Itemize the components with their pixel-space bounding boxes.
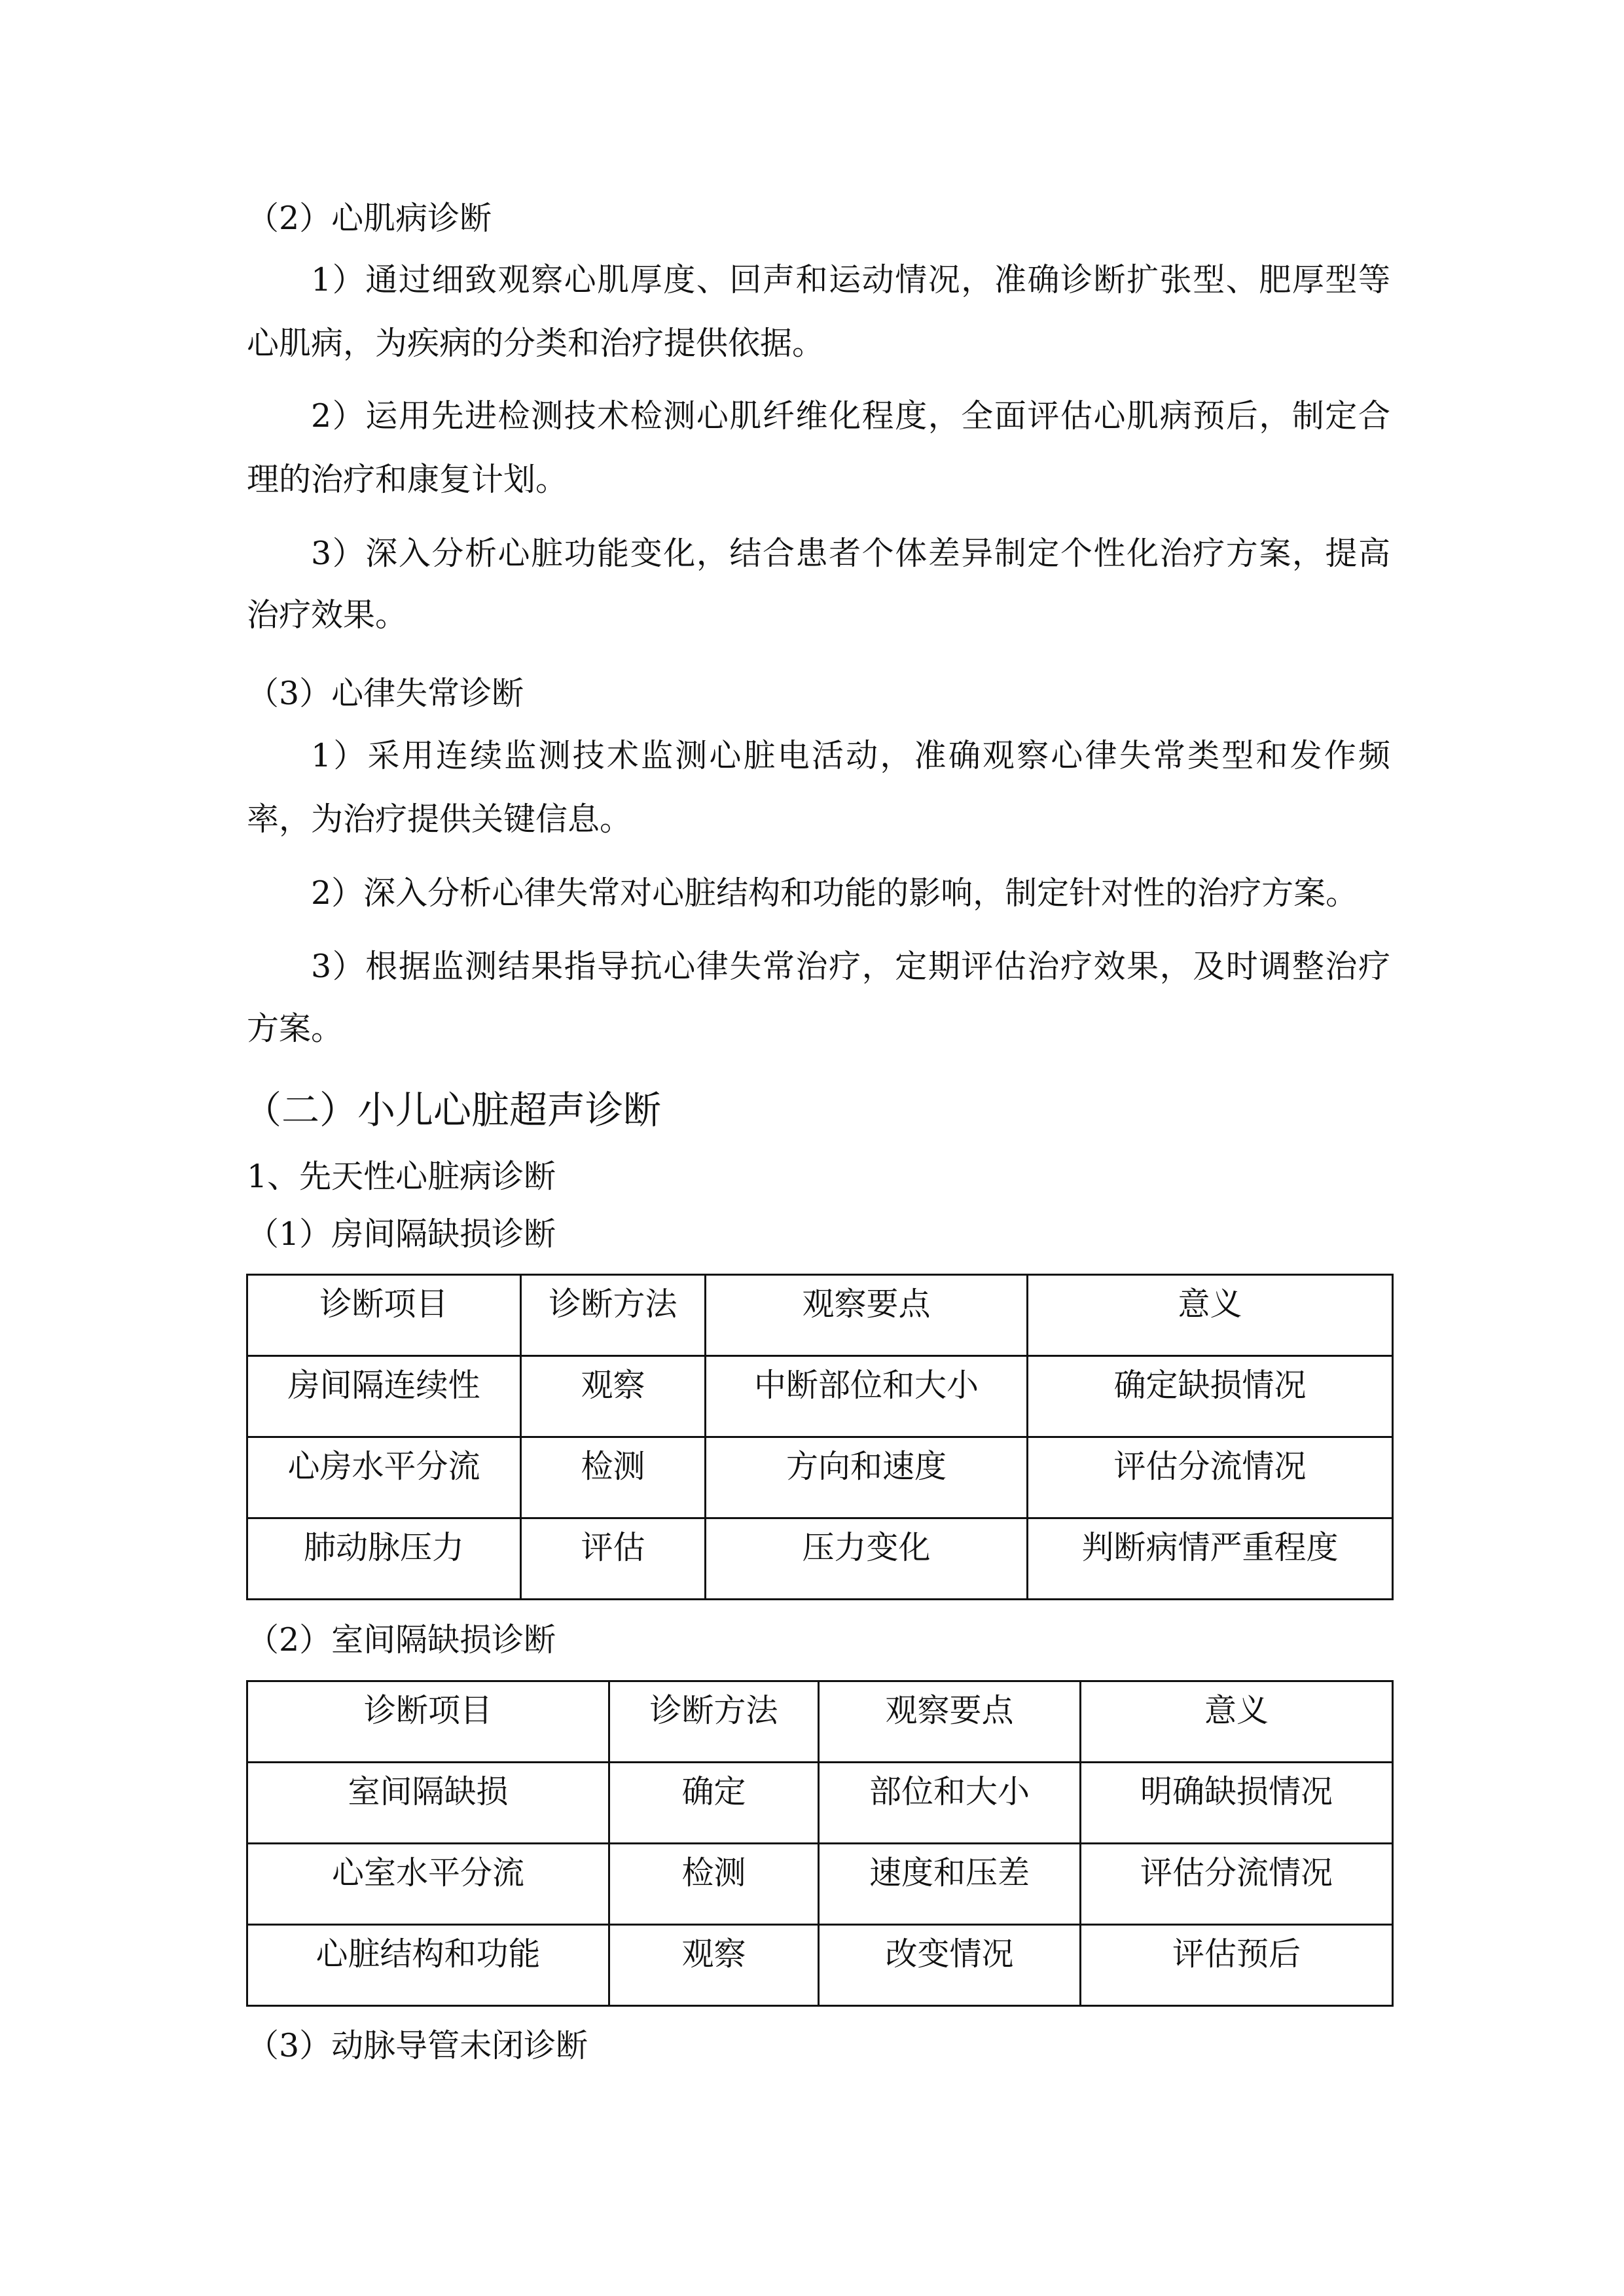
table-cell: 压力变化: [706, 1518, 1028, 1600]
table-cell: 速度和压差: [819, 1844, 1081, 1925]
header-cell: 诊断项目: [247, 1275, 521, 1356]
table-cell: 评估分流情况: [1028, 1437, 1393, 1518]
table-cell: 观察: [609, 1925, 819, 2006]
header-cell: 意义: [1028, 1275, 1393, 1356]
part-heading-pediatric-echo: （二）小儿心脏超声诊断: [244, 1088, 662, 1132]
subheading-vsd: （2）室间隔缺损诊断: [247, 1621, 556, 1659]
subheading-pda: （3）动脉导管未闭诊断: [247, 2027, 588, 2064]
vsd-diagnosis-table: [246, 1680, 1394, 2007]
asd-diagnosis-table: [246, 1274, 1394, 1600]
paragraph-line: 方案。: [247, 1010, 344, 1047]
table-cell: 方向和速度: [706, 1437, 1028, 1518]
table-cell: 观察: [521, 1356, 706, 1437]
table-cell: 心房水平分流: [247, 1437, 521, 1518]
paragraph-line: 2）运用先进检测技术检测心肌纤维化程度，全面评估心肌病预后，制定合: [311, 397, 1390, 435]
table-cell: 心室水平分流: [247, 1844, 609, 1925]
table-cell: 检测: [521, 1437, 706, 1518]
table-row: [247, 1925, 1393, 2006]
subheading-asd: （1）房间隔缺损诊断: [247, 1215, 556, 1253]
section-heading-arrhythmia: （3）心律失常诊断: [247, 675, 524, 712]
table-row: [247, 1763, 1393, 1844]
table-row: [247, 1518, 1393, 1600]
table-row: [247, 1437, 1393, 1518]
header-cell: 观察要点: [706, 1275, 1028, 1356]
paragraph-line: 心肌病，为疾病的分类和治疗提供依据。: [247, 325, 825, 362]
table-cell: 中断部位和大小: [706, 1356, 1028, 1437]
paragraph-line: 率，为治疗提供关键信息。: [247, 800, 632, 838]
table-cell: 确定缺损情况: [1028, 1356, 1393, 1437]
table-cell: 肺动脉压力: [247, 1518, 521, 1600]
table-cell: 判断病情严重程度: [1028, 1518, 1393, 1600]
section-heading-cardiomyopathy: （2）心肌病诊断: [247, 200, 492, 237]
paragraph-line: 3）深入分析心脏功能变化，结合患者个体差异制定个性化治疗方案，提高: [311, 535, 1390, 572]
table-cell: 评估分流情况: [1081, 1844, 1393, 1925]
paragraph-line: 理的治疗和康复计划。: [247, 461, 568, 498]
paragraph-line: 1）采用连续监测技术监测心脏电活动，准确观察心律失常类型和发作频: [311, 737, 1390, 774]
table-cell: 评估预后: [1081, 1925, 1393, 2006]
paragraph-line: 治疗效果。: [247, 596, 408, 634]
paragraph-line: 1）通过细致观察心肌厚度、回声和运动情况，准确诊断扩张型、肥厚型等: [311, 261, 1390, 298]
table-row: [247, 1844, 1393, 1925]
header-cell: 意义: [1081, 1681, 1393, 1763]
table-cell: 检测: [609, 1844, 819, 1925]
table-cell: 确定: [609, 1763, 819, 1844]
paragraph-line: 2）深入分析心律失常对心脏结构和功能的影响，制定针对性的治疗方案。: [311, 874, 1358, 912]
paragraph-line: 3）根据监测结果指导抗心律失常治疗，定期评估治疗效果，及时调整治疗: [311, 948, 1390, 985]
table-header-row: [247, 1275, 1393, 1356]
table-row: [247, 1356, 1393, 1437]
subheading-congenital: 1、先天性心脏病诊断: [247, 1158, 556, 1195]
header-cell: 诊断方法: [609, 1681, 819, 1763]
table-cell: 改变情况: [819, 1925, 1081, 2006]
table-cell: 部位和大小: [819, 1763, 1081, 1844]
header-cell: 诊断项目: [247, 1681, 609, 1763]
header-cell: 诊断方法: [521, 1275, 706, 1356]
table-cell: 明确缺损情况: [1081, 1763, 1393, 1844]
table-header-row: [247, 1681, 1393, 1763]
table-cell: 室间隔缺损: [247, 1763, 609, 1844]
table-cell: 房间隔连续性: [247, 1356, 521, 1437]
table-cell: 评估: [521, 1518, 706, 1600]
table-cell: 心脏结构和功能: [247, 1925, 609, 2006]
header-cell: 观察要点: [819, 1681, 1081, 1763]
